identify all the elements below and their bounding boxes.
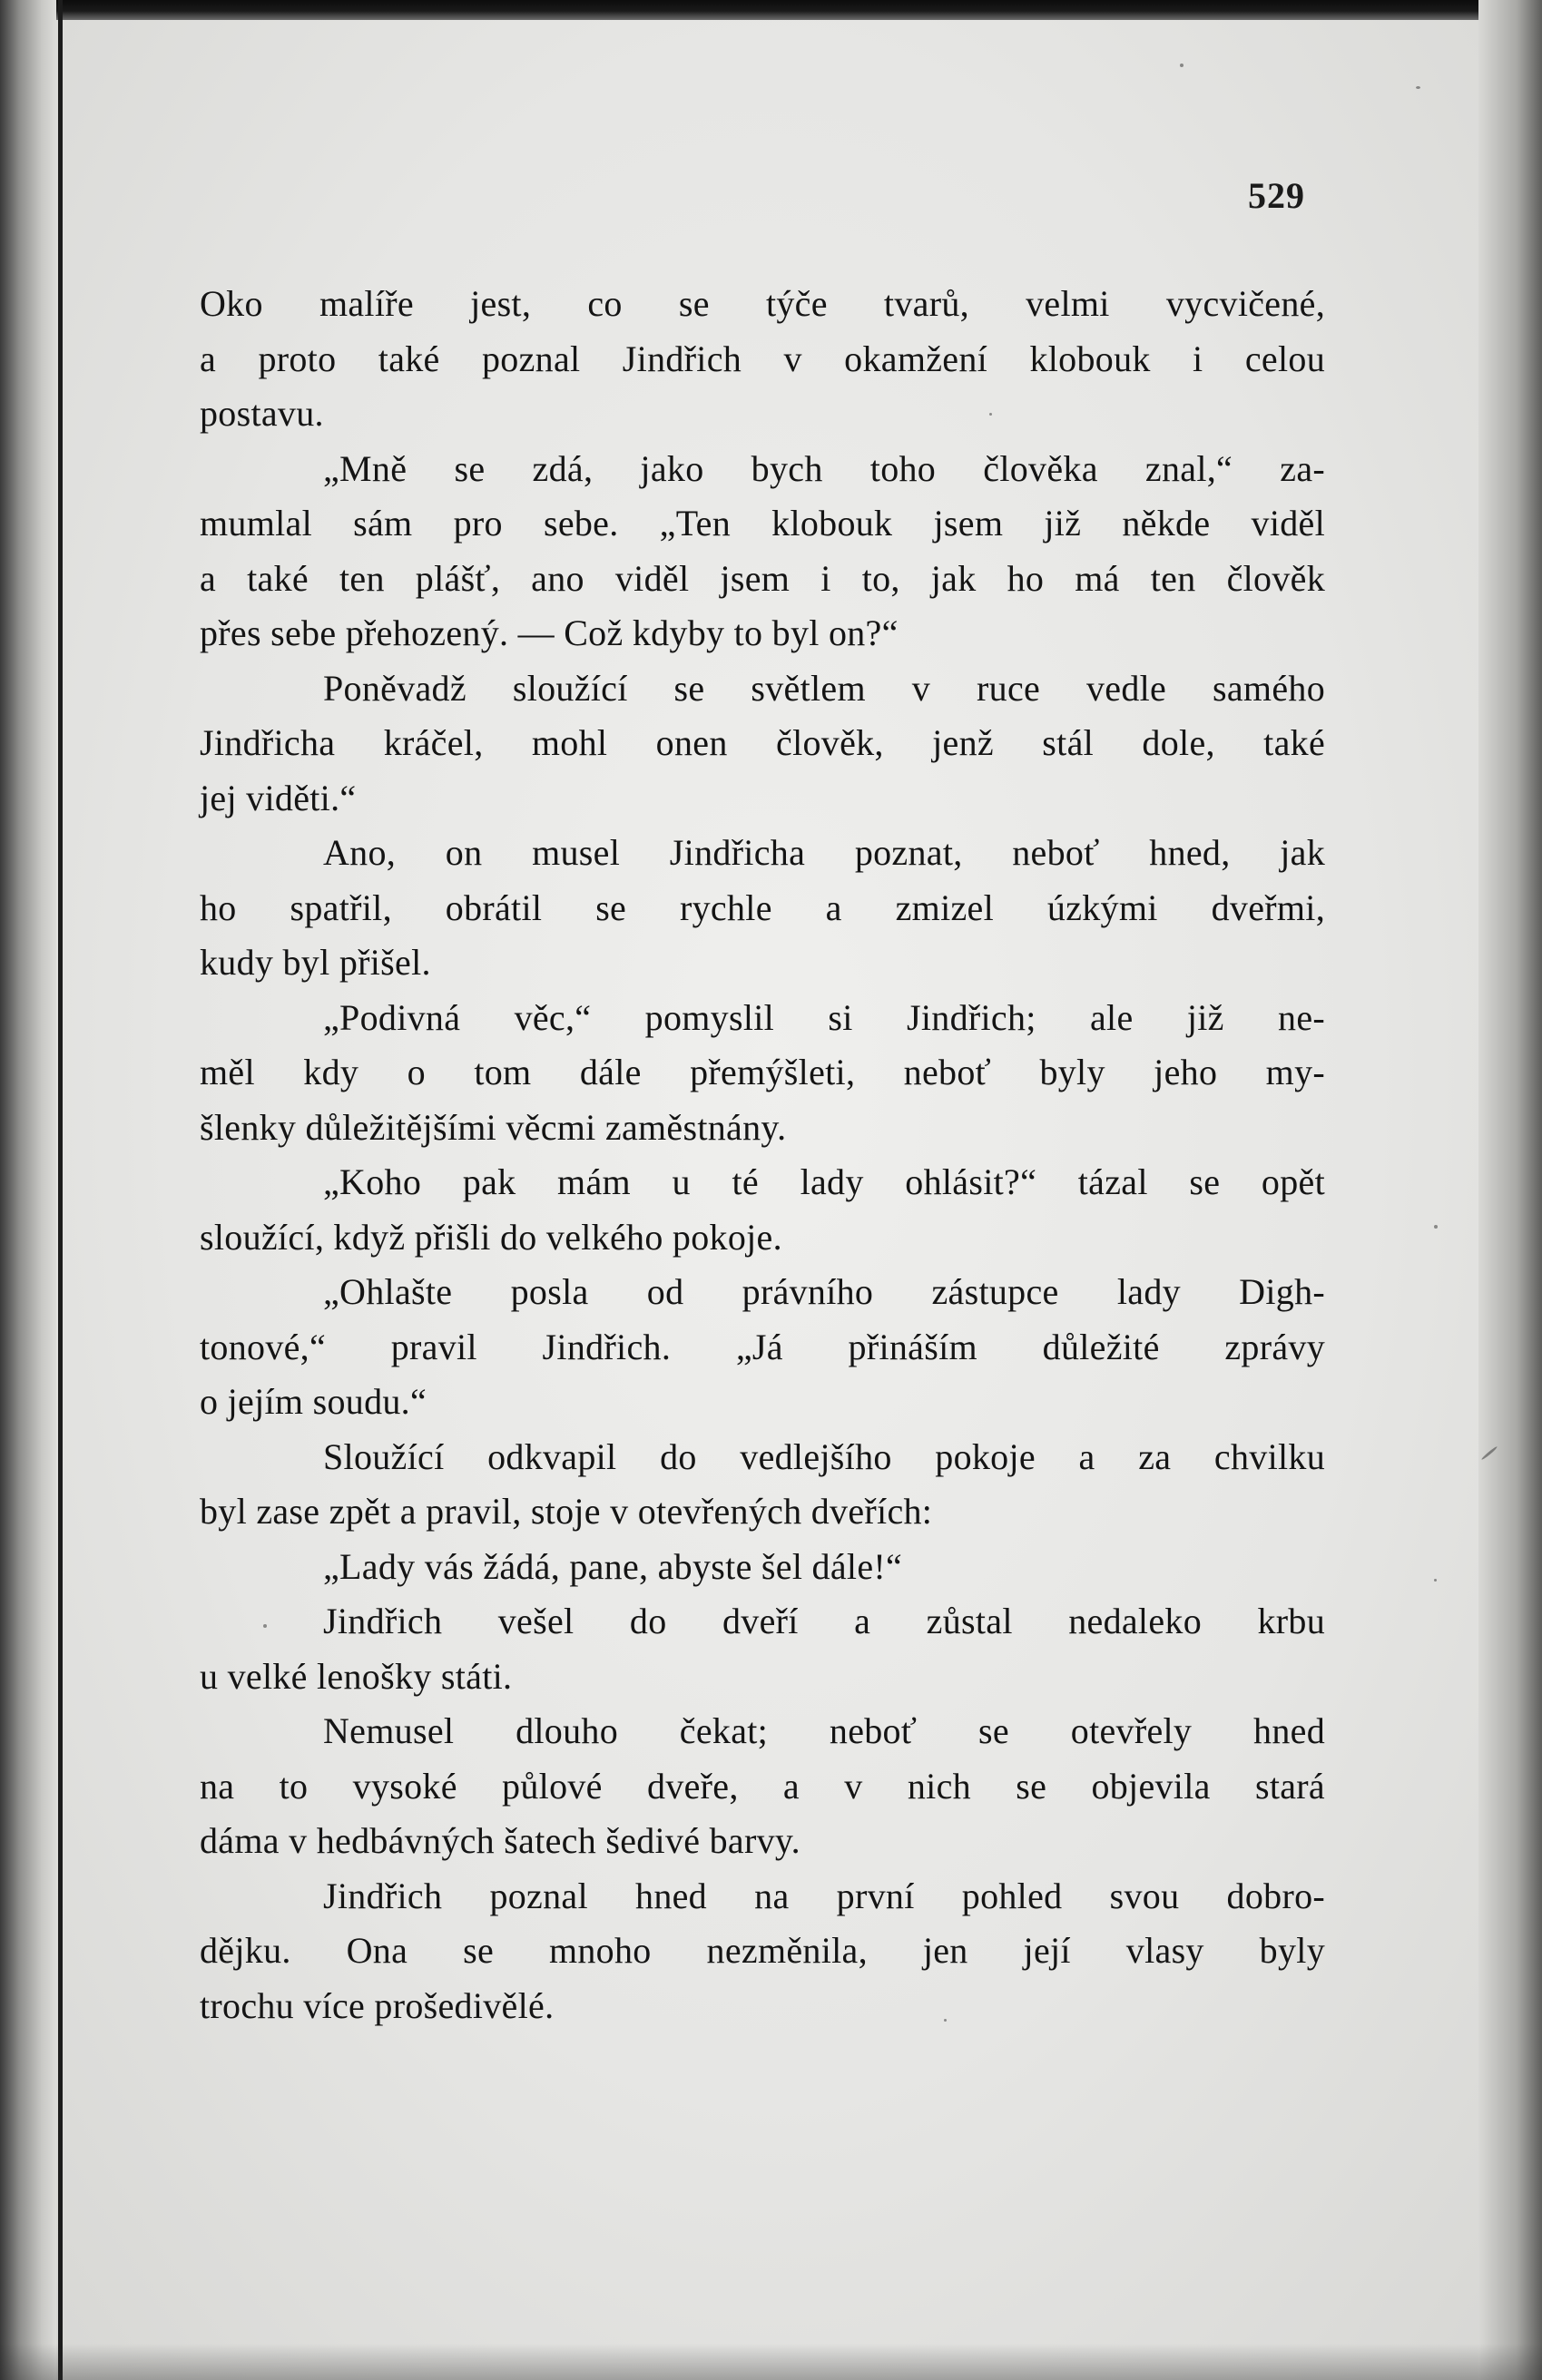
text-line: měl kdy o tom dále přemýšleti, neboť byly jeho my- — [200, 1052, 1325, 1092]
text-line: tonové,“ pravil Jindřich. „Já přináším důležité zprávy — [200, 1326, 1325, 1367]
text-line: trochu více prošedivělé. — [200, 1984, 555, 2026]
text-line: kudy byl přišel. — [200, 942, 431, 983]
text-line: sloužící, když přišli do velkého pokoje. — [200, 1216, 782, 1258]
text-line: jej viděti.“ — [200, 777, 357, 818]
scan-left-edge — [0, 0, 56, 2380]
text-line: postavu. — [200, 393, 324, 434]
text-line: mumlal sám pro sebe. „Ten klobouk jsem již někde viděl — [200, 503, 1325, 544]
text-line: „Ohlašte posla od právního zástupce lady Digh- — [323, 1271, 1325, 1312]
text-line: Poněvadž sloužící se světlem v ruce vedle samého — [323, 667, 1325, 709]
scan-speck — [1416, 86, 1420, 89]
text-line: Jindřich vešel do dveří a zůstal nedaleko krbu — [323, 1601, 1325, 1641]
text-line: Oko malíře jest, co se týče tvarů, velmi vycvičené, — [200, 283, 1325, 324]
text-line: dáma v hedbávných šatech šedivé barvy. — [200, 1820, 800, 1861]
text-line: o jejím soudu.“ — [200, 1381, 427, 1422]
text-line: a proto také poznal Jindřich v okamžení klobouk i celou — [200, 338, 1325, 379]
text-line: „Mně se zdá, jako bych toho člověka znal,“ za- — [323, 447, 1325, 489]
text-line: šlenky důležitějšími věcmi zaměstnány. — [200, 1106, 787, 1148]
text-line: Jindřicha kráčel, mohl onen člověk, jenž stál dole, také — [200, 722, 1325, 763]
scan-speck — [1434, 1225, 1438, 1229]
text-line: Nemusel dlouho čekat; neboť se otevřely hned — [323, 1710, 1325, 1751]
body-text — [200, 277, 1325, 2033]
text-line: „Lady vás žádá, pane, abyste šel dále!“ — [323, 1545, 903, 1587]
scan-speck — [1180, 64, 1184, 67]
text-line: u velké lenošky státi. — [200, 1655, 513, 1697]
text-line: a také ten plášť, ano viděl jsem i to, jak ho má ten člověk — [200, 557, 1325, 599]
scan-right-edge — [1478, 0, 1542, 2380]
text-line: byl zase zpět a pravil, stoje v otevřených dveřích: — [200, 1491, 933, 1532]
text-line: ho spatřil, obrátil se rychle a zmizel úzkými dveřmi, — [200, 886, 1325, 928]
text-line: na to vysoké půlové dveře, a v nich se objevila stará — [200, 1765, 1325, 1807]
text-line: dějku. Ona se mnoho nezměnila, jen její vlasy byly — [200, 1930, 1325, 1971]
text-line: „Podivná věc,“ pomyslil si Jindřich; ale již ne- — [323, 996, 1325, 1038]
text-line: přes sebe přehozený. — Což kdyby to byl on?“ — [200, 612, 899, 653]
page-fold-line — [58, 0, 63, 2380]
scan-speck — [1434, 1579, 1437, 1582]
scan-bottom-edge — [0, 2344, 1542, 2380]
scan-top-edge — [0, 0, 1542, 20]
text-line: Ano, on musel Jindřicha poznat, neboť hned, jak — [323, 832, 1325, 873]
text-line: „Koho pak mám u té lady ohlásit?“ tázal se opět — [323, 1161, 1325, 1202]
page-number: 529 — [1248, 175, 1305, 216]
text-line: Sloužící odkvapil do vedlejšího pokoje a za chvilku — [323, 1435, 1325, 1477]
text-line: Jindřich poznal hned na první pohled svou dobro- — [323, 1875, 1325, 1916]
